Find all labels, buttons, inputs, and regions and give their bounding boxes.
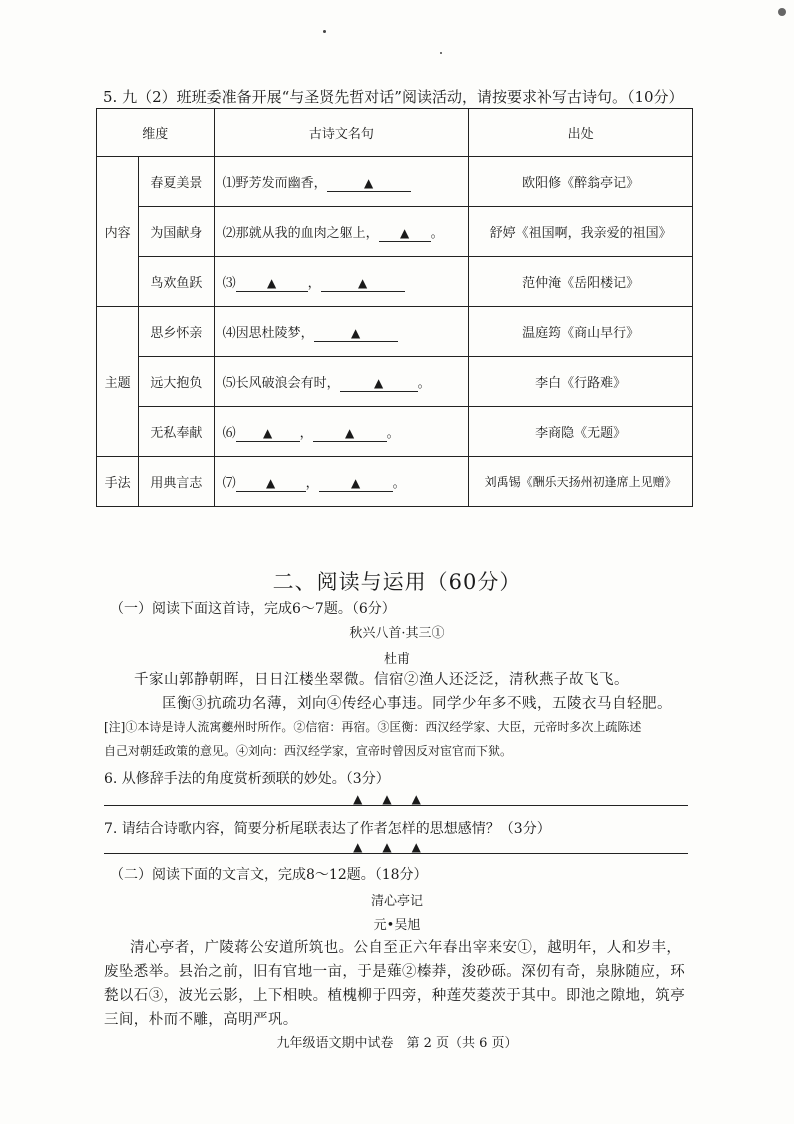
- scan-speck: [323, 30, 326, 33]
- answer-blank[interactable]: ▲: [327, 176, 411, 192]
- row-quote: ⑹ ▲ ， ▲ 。: [214, 407, 469, 457]
- answer-blank[interactable]: ▲: [236, 426, 300, 442]
- answer-blank[interactable]: ▲: [314, 326, 398, 342]
- poem-author: 杜甫: [383, 652, 410, 667]
- row-dimension: 思乡怀亲: [139, 307, 214, 357]
- answer-line-7[interactable]: [104, 853, 688, 854]
- table-row: [97, 207, 693, 257]
- row-quote: ⑺ ▲ ， ▲ 。: [214, 457, 469, 507]
- poem-note: 自己对朝廷政策的意见。④刘向：西汉经学家，宣帝时曾因反对宦官而下狱。: [104, 744, 513, 758]
- row-quote: ⑵那就从我的血肉之躯上， ▲ 。: [214, 207, 469, 257]
- header-dimension: 维度: [97, 109, 215, 157]
- prose-line: 三间，朴而不雕，高明严巩。: [104, 1012, 298, 1028]
- row-source: 李商隐《无题》: [469, 407, 693, 457]
- table-row: [97, 457, 693, 507]
- answer-blank[interactable]: ▲: [313, 426, 387, 442]
- answer-blank[interactable]: ▲: [321, 276, 405, 292]
- group-theme: 主题: [97, 307, 139, 457]
- row-dimension: 远大抱负: [139, 357, 214, 407]
- row-source: 刘禹锡《酬乐天扬州初逢席上见赠》: [469, 457, 693, 507]
- scan-speck: [440, 52, 442, 54]
- row-dimension: 用典言志: [139, 457, 214, 507]
- answer-marker: ▲▲▲: [353, 840, 441, 854]
- poem-title: 秋兴八首·其三①: [349, 626, 445, 641]
- row-source: 舒婷《祖国啊，我亲爱的祖国》: [469, 207, 693, 257]
- part-1-heading: （一）阅读下面这首诗，完成6～7题。（6分）: [110, 601, 396, 617]
- row-dimension: 无私奉献: [139, 407, 214, 457]
- poem-note: [注]①本诗是诗人流寓夔州时所作。②信宿：再宿。③匡衡：西汉经学家、大臣，元帝时多次上疏陈述: [104, 720, 642, 734]
- answer-line-6[interactable]: [104, 805, 688, 806]
- row-source: 欧阳修《醉翁亭记》: [469, 157, 693, 207]
- answer-blank[interactable]: ▲: [340, 376, 418, 392]
- question-5: 5. 九（2）班班委准备开展“与圣贤先哲对话”阅读活动，请按要求补写古诗句。（10分）: [103, 88, 684, 106]
- prose-line: 甃以石③，波光云影，上下相映。植槐柳于四旁，种莲芡菱茨于其中。即池之隙地，筑亭: [104, 988, 686, 1004]
- section-2-title: 二、阅读与运用（60分）: [272, 570, 522, 594]
- row-dimension: 春夏美景: [139, 157, 214, 207]
- prose-line: 废坠悉举。县治之前，旧有官地一亩，于是薙②榛莽，浚砂砾。深仞有奇，泉脉随应，环: [104, 964, 686, 980]
- table-row: [97, 407, 693, 457]
- row-quote: ⑷因思杜陵梦， ▲: [214, 307, 469, 357]
- poem-line: 匡衡③抗疏功名薄，刘向④传经心事违。同学少年多不贱，五陵衣马自轻肥。: [162, 696, 672, 712]
- row-quote: ⑸长风破浪会有时， ▲ 。: [214, 357, 469, 407]
- header-source: 出处: [469, 109, 693, 157]
- table-row: [97, 157, 693, 207]
- table-row: [97, 307, 693, 357]
- poem-line: 千家山郭静朝晖，日日江楼坐翠微。信宿②渔人还泛泛，清秋燕子故飞飞。: [134, 672, 629, 688]
- row-source: 温庭筠《商山早行》: [469, 307, 693, 357]
- answer-blank[interactable]: ▲: [319, 476, 393, 492]
- group-technique: 手法: [97, 457, 139, 507]
- answer-blank[interactable]: ▲: [379, 226, 431, 242]
- part-2-heading: （二）阅读下面的文言文，完成8～12题。（18分）: [110, 867, 428, 883]
- prose-line: 清心亭者，广陵蒋公安道所筑也。公自至正六年春出宰来安①，越明年，人和岁丰，: [130, 940, 682, 956]
- answer-blank[interactable]: ▲: [236, 476, 306, 492]
- group-content: 内容: [97, 157, 139, 307]
- question-7: 7. 请结合诗歌内容，简要分析尾联表达了作者怎样的思想感情？（3分）: [104, 821, 551, 837]
- row-dimension: 鸟欢鱼跃: [139, 257, 214, 307]
- row-source: 李白《行路难》: [469, 357, 693, 407]
- row-quote: ⑴野芳发而幽香， ▲: [214, 157, 469, 207]
- question-6: 6. 从修辞手法的角度赏析颈联的妙处。（3分）: [104, 771, 390, 787]
- row-quote: ⑶ ▲ ， ▲: [214, 257, 469, 307]
- prose-title: 清心亭记: [370, 894, 423, 909]
- table-row: [97, 257, 693, 307]
- row-source: 范仲淹《岳阳楼记》: [469, 257, 693, 307]
- poetry-table: [96, 108, 693, 507]
- header-quote: 古诗文名句: [214, 109, 469, 157]
- table-header-row: [97, 109, 693, 157]
- row-dimension: 为国献身: [139, 207, 214, 257]
- prose-author: 元•吴旭: [373, 918, 421, 933]
- table-row: [97, 357, 693, 407]
- scan-speck: [778, 8, 786, 16]
- answer-marker: ▲▲▲: [353, 792, 441, 806]
- page-footer: 九年级语文期中试卷 第 2 页（共 6 页）: [276, 1036, 518, 1051]
- answer-blank[interactable]: ▲: [236, 276, 308, 292]
